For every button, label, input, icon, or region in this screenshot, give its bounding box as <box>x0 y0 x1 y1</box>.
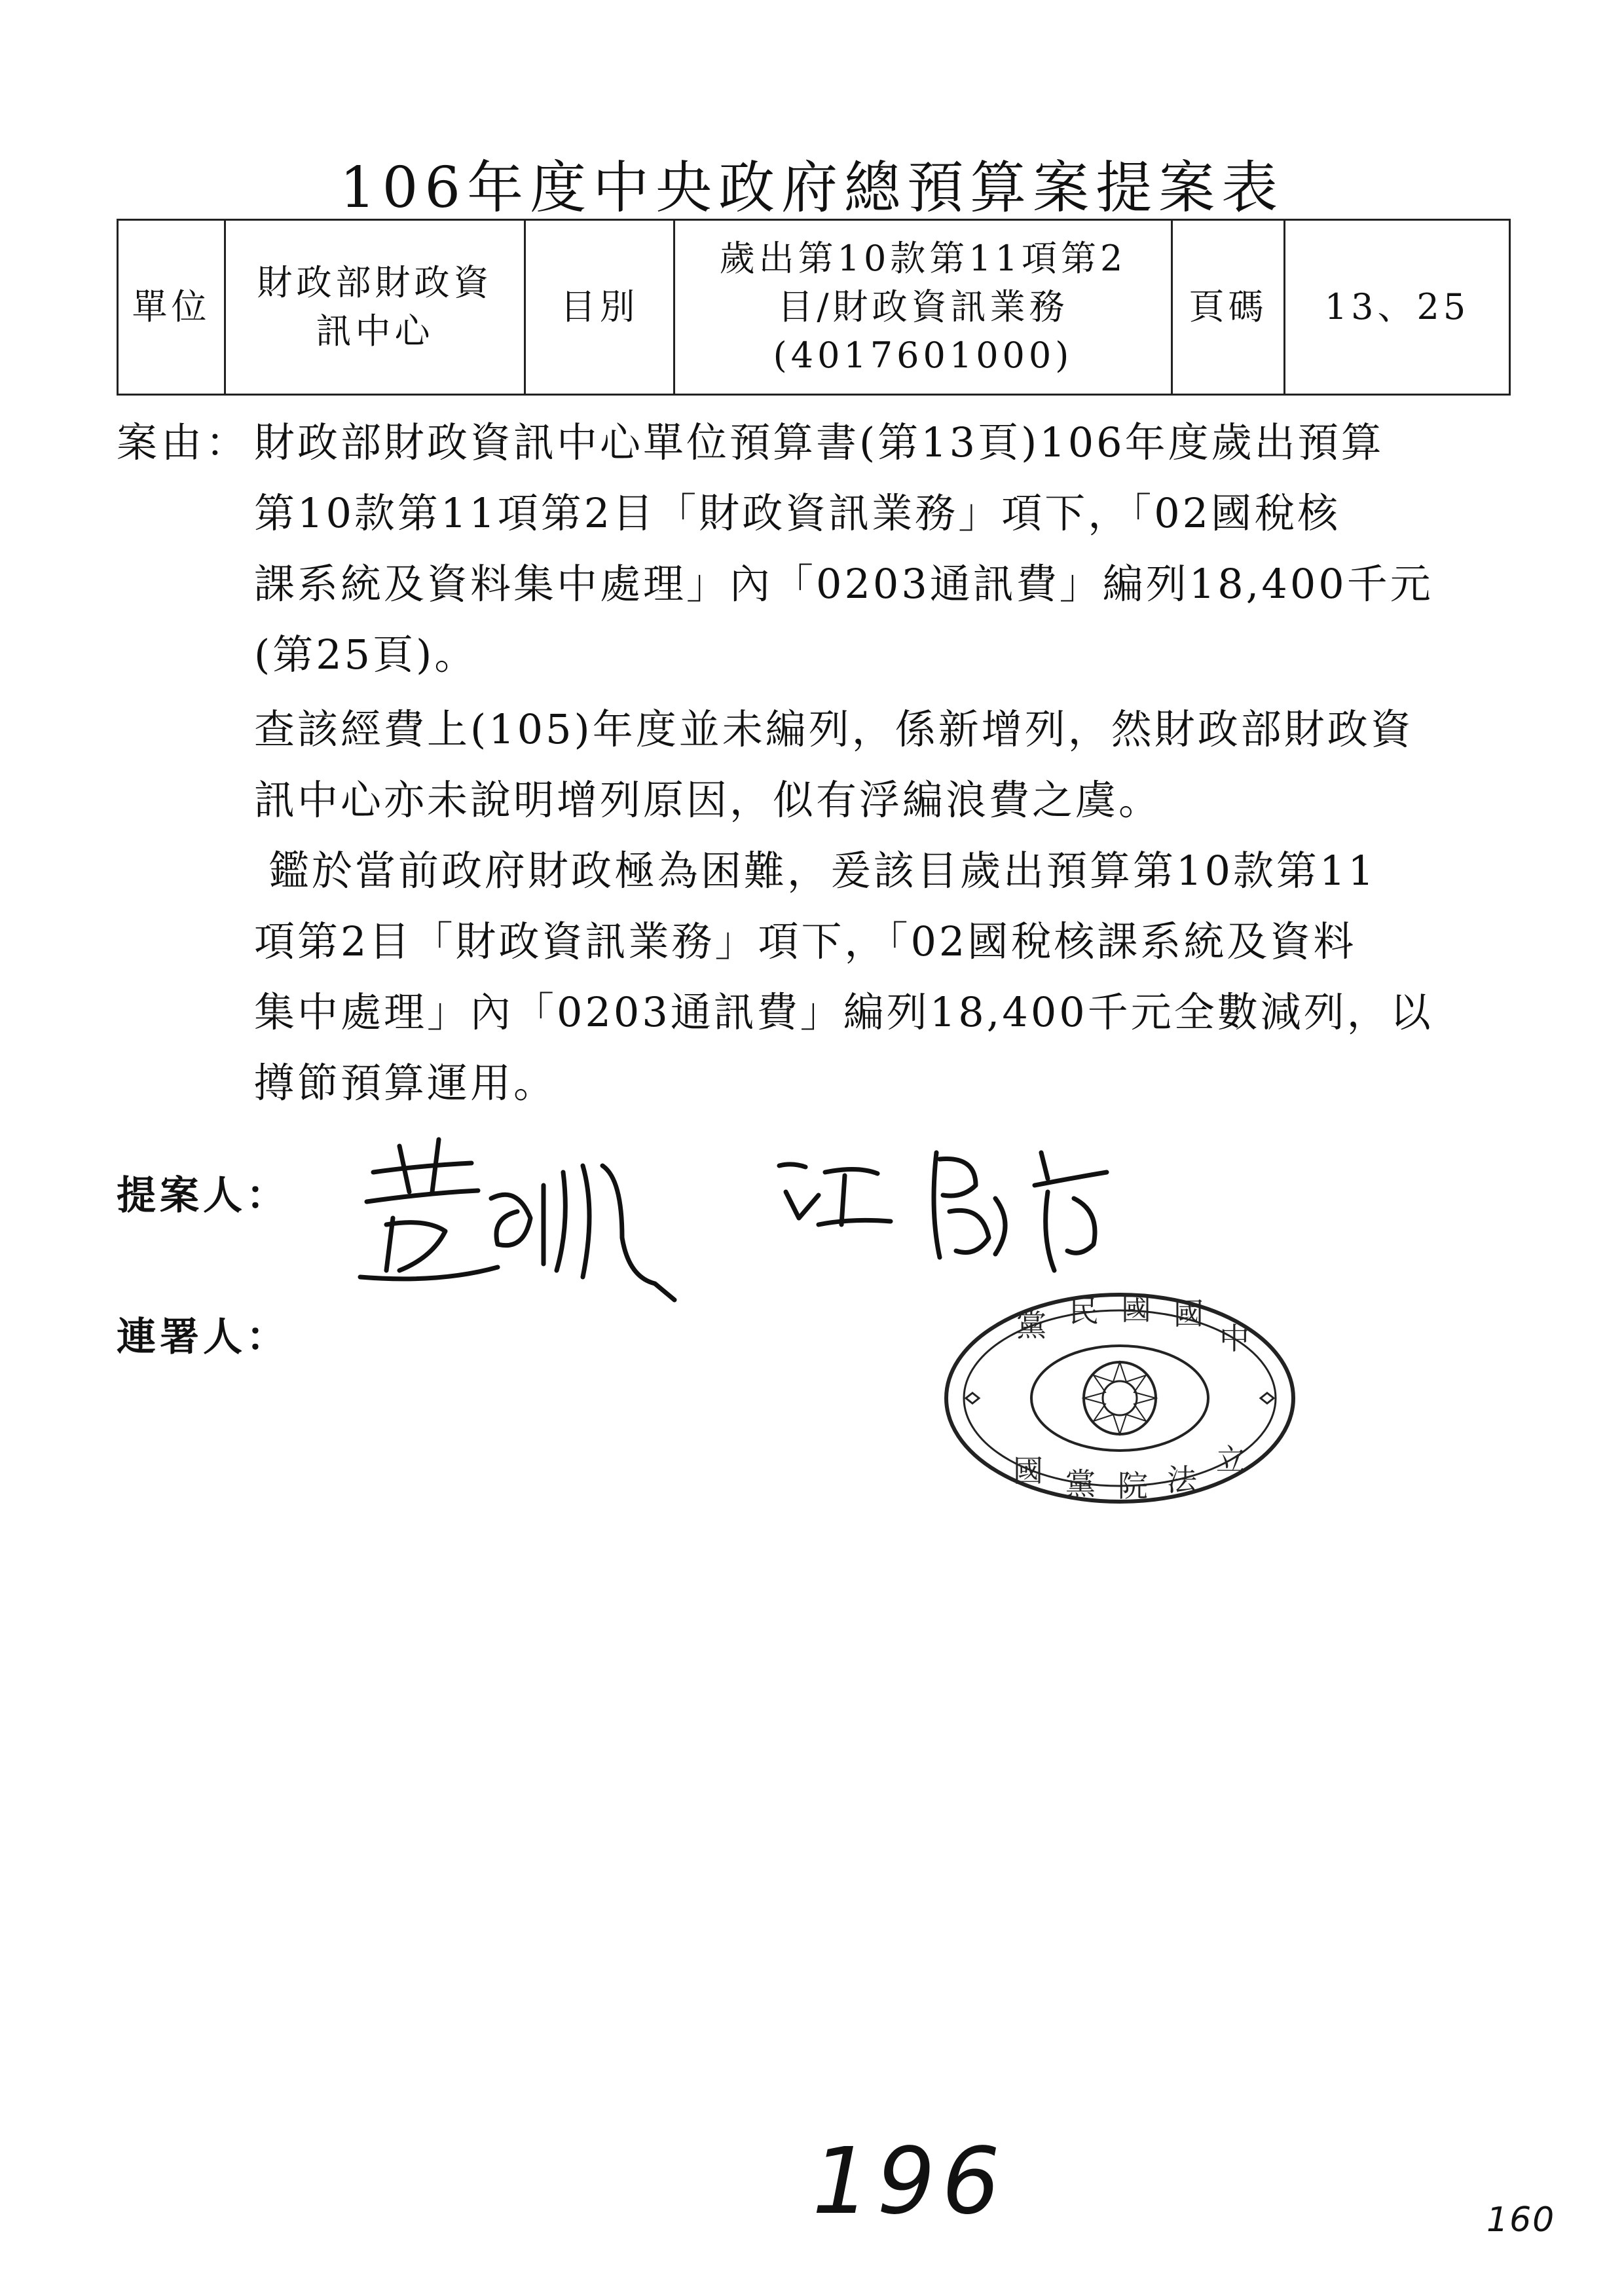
svg-text:立: 立 <box>1216 1442 1246 1477</box>
svg-text:黨: 黨 <box>1016 1308 1046 1343</box>
unit-label: 單位 <box>118 220 225 395</box>
unit-value-line: 訊中心 <box>316 310 434 352</box>
svg-text:國: 國 <box>1173 1296 1204 1331</box>
svg-text:民: 民 <box>1069 1293 1099 1329</box>
reason-line: 集中處理」內「0203通訊費」編列18,400千元全數減列，以 <box>254 988 1433 1036</box>
proposer-signature-2 <box>766 1126 1133 1284</box>
reason-line: 課系統及資料集中處理」內「0203通訊費」編列18,400千元 <box>254 560 1433 608</box>
reason-line: 撙節預算運用。 <box>254 1059 557 1107</box>
proposer-label: 提案人： <box>117 1173 289 1219</box>
party-caucus-seal <box>936 1284 1303 1513</box>
document-title: 106年度中央政府總預算案提案表 <box>339 155 1285 221</box>
reason-line: 項第2目「財政資訊業務」項下，「02國稅核課系統及資料 <box>254 917 1357 965</box>
item-value <box>674 220 1172 395</box>
svg-text:院: 院 <box>1118 1468 1148 1504</box>
proposal-info-table <box>117 219 1511 396</box>
svg-text:國: 國 <box>1121 1291 1151 1327</box>
svg-text:黨: 黨 <box>1065 1466 1096 1502</box>
item-value-line: (4017601000) <box>773 335 1073 376</box>
reason-label: 案由： <box>117 418 251 466</box>
svg-text:中: 中 <box>1219 1321 1249 1356</box>
reason-line: 查該經費上(105)年度並未編列，係新增列，然財政部財政資 <box>254 705 1414 753</box>
proposer-signature-1 <box>347 1120 688 1310</box>
reason-line: (第25頁)。 <box>254 631 478 678</box>
page-label: 頁碼 <box>1172 220 1285 395</box>
item-value-line: 目/財政資訊業務 <box>777 286 1069 327</box>
cosigner-label: 連署人： <box>117 1314 289 1360</box>
reason-line: 第10款第11項第2目「財政資訊業務」項下，「02國稅核 <box>254 489 1341 537</box>
handwritten-page-number: 196 <box>812 2128 1007 2235</box>
reason-line: 財政部財政資訊中心單位預算書(第13頁)106年度歲出預算 <box>254 418 1384 466</box>
svg-text:國: 國 <box>1013 1453 1043 1489</box>
corner-page-number: 160 <box>1486 2200 1556 2240</box>
page-value: 13、25 <box>1285 220 1510 395</box>
reason-line: 訊中心亦未說明增列原因，似有浮編浪費之虞。 <box>254 776 1162 824</box>
unit-value-line: 財政部財政資 <box>257 262 493 303</box>
svg-text:法: 法 <box>1167 1462 1197 1498</box>
item-value-line: 歲出第10款第11項第2 <box>719 238 1127 279</box>
item-label: 目別 <box>525 220 674 395</box>
reason-line: 鑑於當前政府財政極為困難，爰該目歲出預算第10款第11 <box>268 847 1376 895</box>
unit-value <box>225 220 525 395</box>
